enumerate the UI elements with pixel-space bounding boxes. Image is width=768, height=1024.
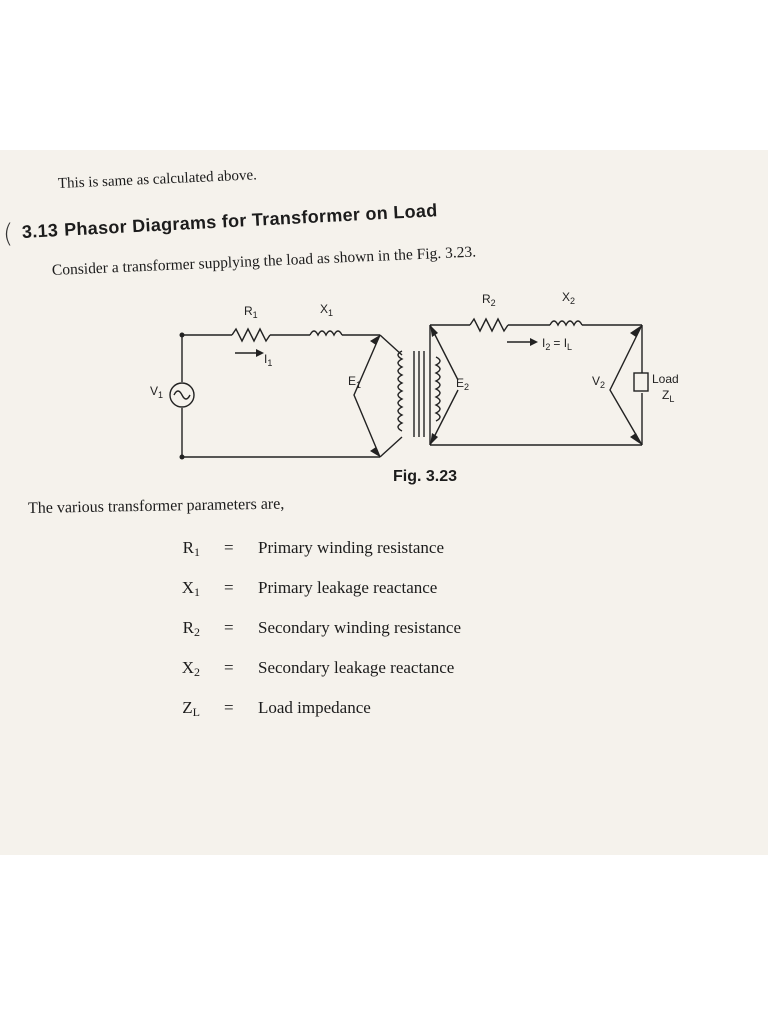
primary-winding: [398, 351, 402, 431]
parameter-symbol: $X_2$: [181, 658, 200, 679]
label-v1: $V_1$: [150, 384, 164, 400]
parameter-list: [160, 538, 580, 738]
equals-sign: =: [224, 698, 234, 717]
primary-inductor-x1: [310, 331, 342, 335]
label-r2: $R_2$: [482, 292, 496, 308]
e1-arrow-left: [354, 335, 380, 457]
load-box: [634, 373, 648, 391]
parameter-symbol: $R_1$: [182, 538, 200, 559]
i2-arrow-head: [530, 338, 538, 346]
label-x2: $X_2$: [562, 290, 576, 306]
e2-arrowhead-top: [430, 325, 438, 337]
consider-line: Consider a transformer supplying the load as shown in the Fig. 3.23.: [51, 243, 477, 279]
e2-arrow-lines: [430, 325, 458, 445]
secondary-inductor-x2: [550, 321, 582, 325]
section-title: Phasor Diagrams for Transformer on Load: [63, 200, 438, 240]
terminal-top-left: [180, 333, 185, 338]
label-e1: $E_1$: [348, 374, 362, 390]
parameter-description: Load impedance: [258, 698, 371, 717]
parameter-description: Secondary winding resistance: [258, 618, 461, 637]
equals-sign: =: [224, 578, 234, 597]
circuit-figure: [140, 285, 700, 485]
equals-sign: =: [224, 658, 234, 677]
margin-bracket-mark: (: [3, 219, 14, 249]
label-i2-equals-il: $I_2 = I_L$: [542, 336, 573, 352]
label-r1: $R_1$: [244, 304, 258, 320]
i1-arrow-head: [256, 349, 264, 357]
label-x1: $X_1$: [320, 302, 334, 318]
parameter-description: Secondary leakage reactance: [258, 658, 455, 677]
parameter-row: [160, 618, 580, 658]
equals-sign: =: [224, 538, 234, 557]
parameter-row: [160, 658, 580, 698]
label-load: Load: [652, 372, 679, 386]
label-i1: $I_1$: [264, 352, 273, 368]
equals-sign: =: [224, 618, 234, 637]
parameter-symbol: $X_1$: [181, 578, 200, 599]
figure-caption: Fig. 3.23: [393, 468, 458, 485]
v2-arrowhead-bottom: [630, 433, 642, 445]
parameter-row: [160, 698, 580, 738]
parameter-row: [160, 538, 580, 578]
parameter-symbol: $R_2$: [182, 618, 200, 639]
terminal-bottom-left: [180, 455, 185, 460]
section-number: 3.13: [21, 220, 59, 242]
secondary-resistor-r2: [470, 319, 508, 331]
transformer-circuit-diagram: [140, 285, 700, 485]
parameter-description: Primary leakage reactance: [258, 578, 438, 597]
label-v2: $V_2$: [592, 374, 606, 390]
v2-arrow-lines: [610, 325, 642, 445]
parameter-description: Primary winding resistance: [258, 538, 445, 557]
label-zl: $Z_L$: [662, 388, 675, 404]
v2-arrowhead-top: [630, 325, 642, 337]
parameters-intro: The various transformer parameters are,: [27, 495, 285, 517]
transformer-core: [414, 351, 424, 437]
label-e2: $E_2$: [456, 376, 470, 392]
intro-line: This is same as calculated above.: [57, 167, 258, 192]
e2-arrowhead-bottom: [430, 433, 438, 445]
parameter-row: [160, 578, 580, 618]
primary-resistor-r1: [232, 329, 270, 341]
supply-sine-glyph: [174, 391, 190, 399]
secondary-winding: [436, 357, 440, 421]
parameter-symbol: $Z_L$: [182, 698, 200, 719]
